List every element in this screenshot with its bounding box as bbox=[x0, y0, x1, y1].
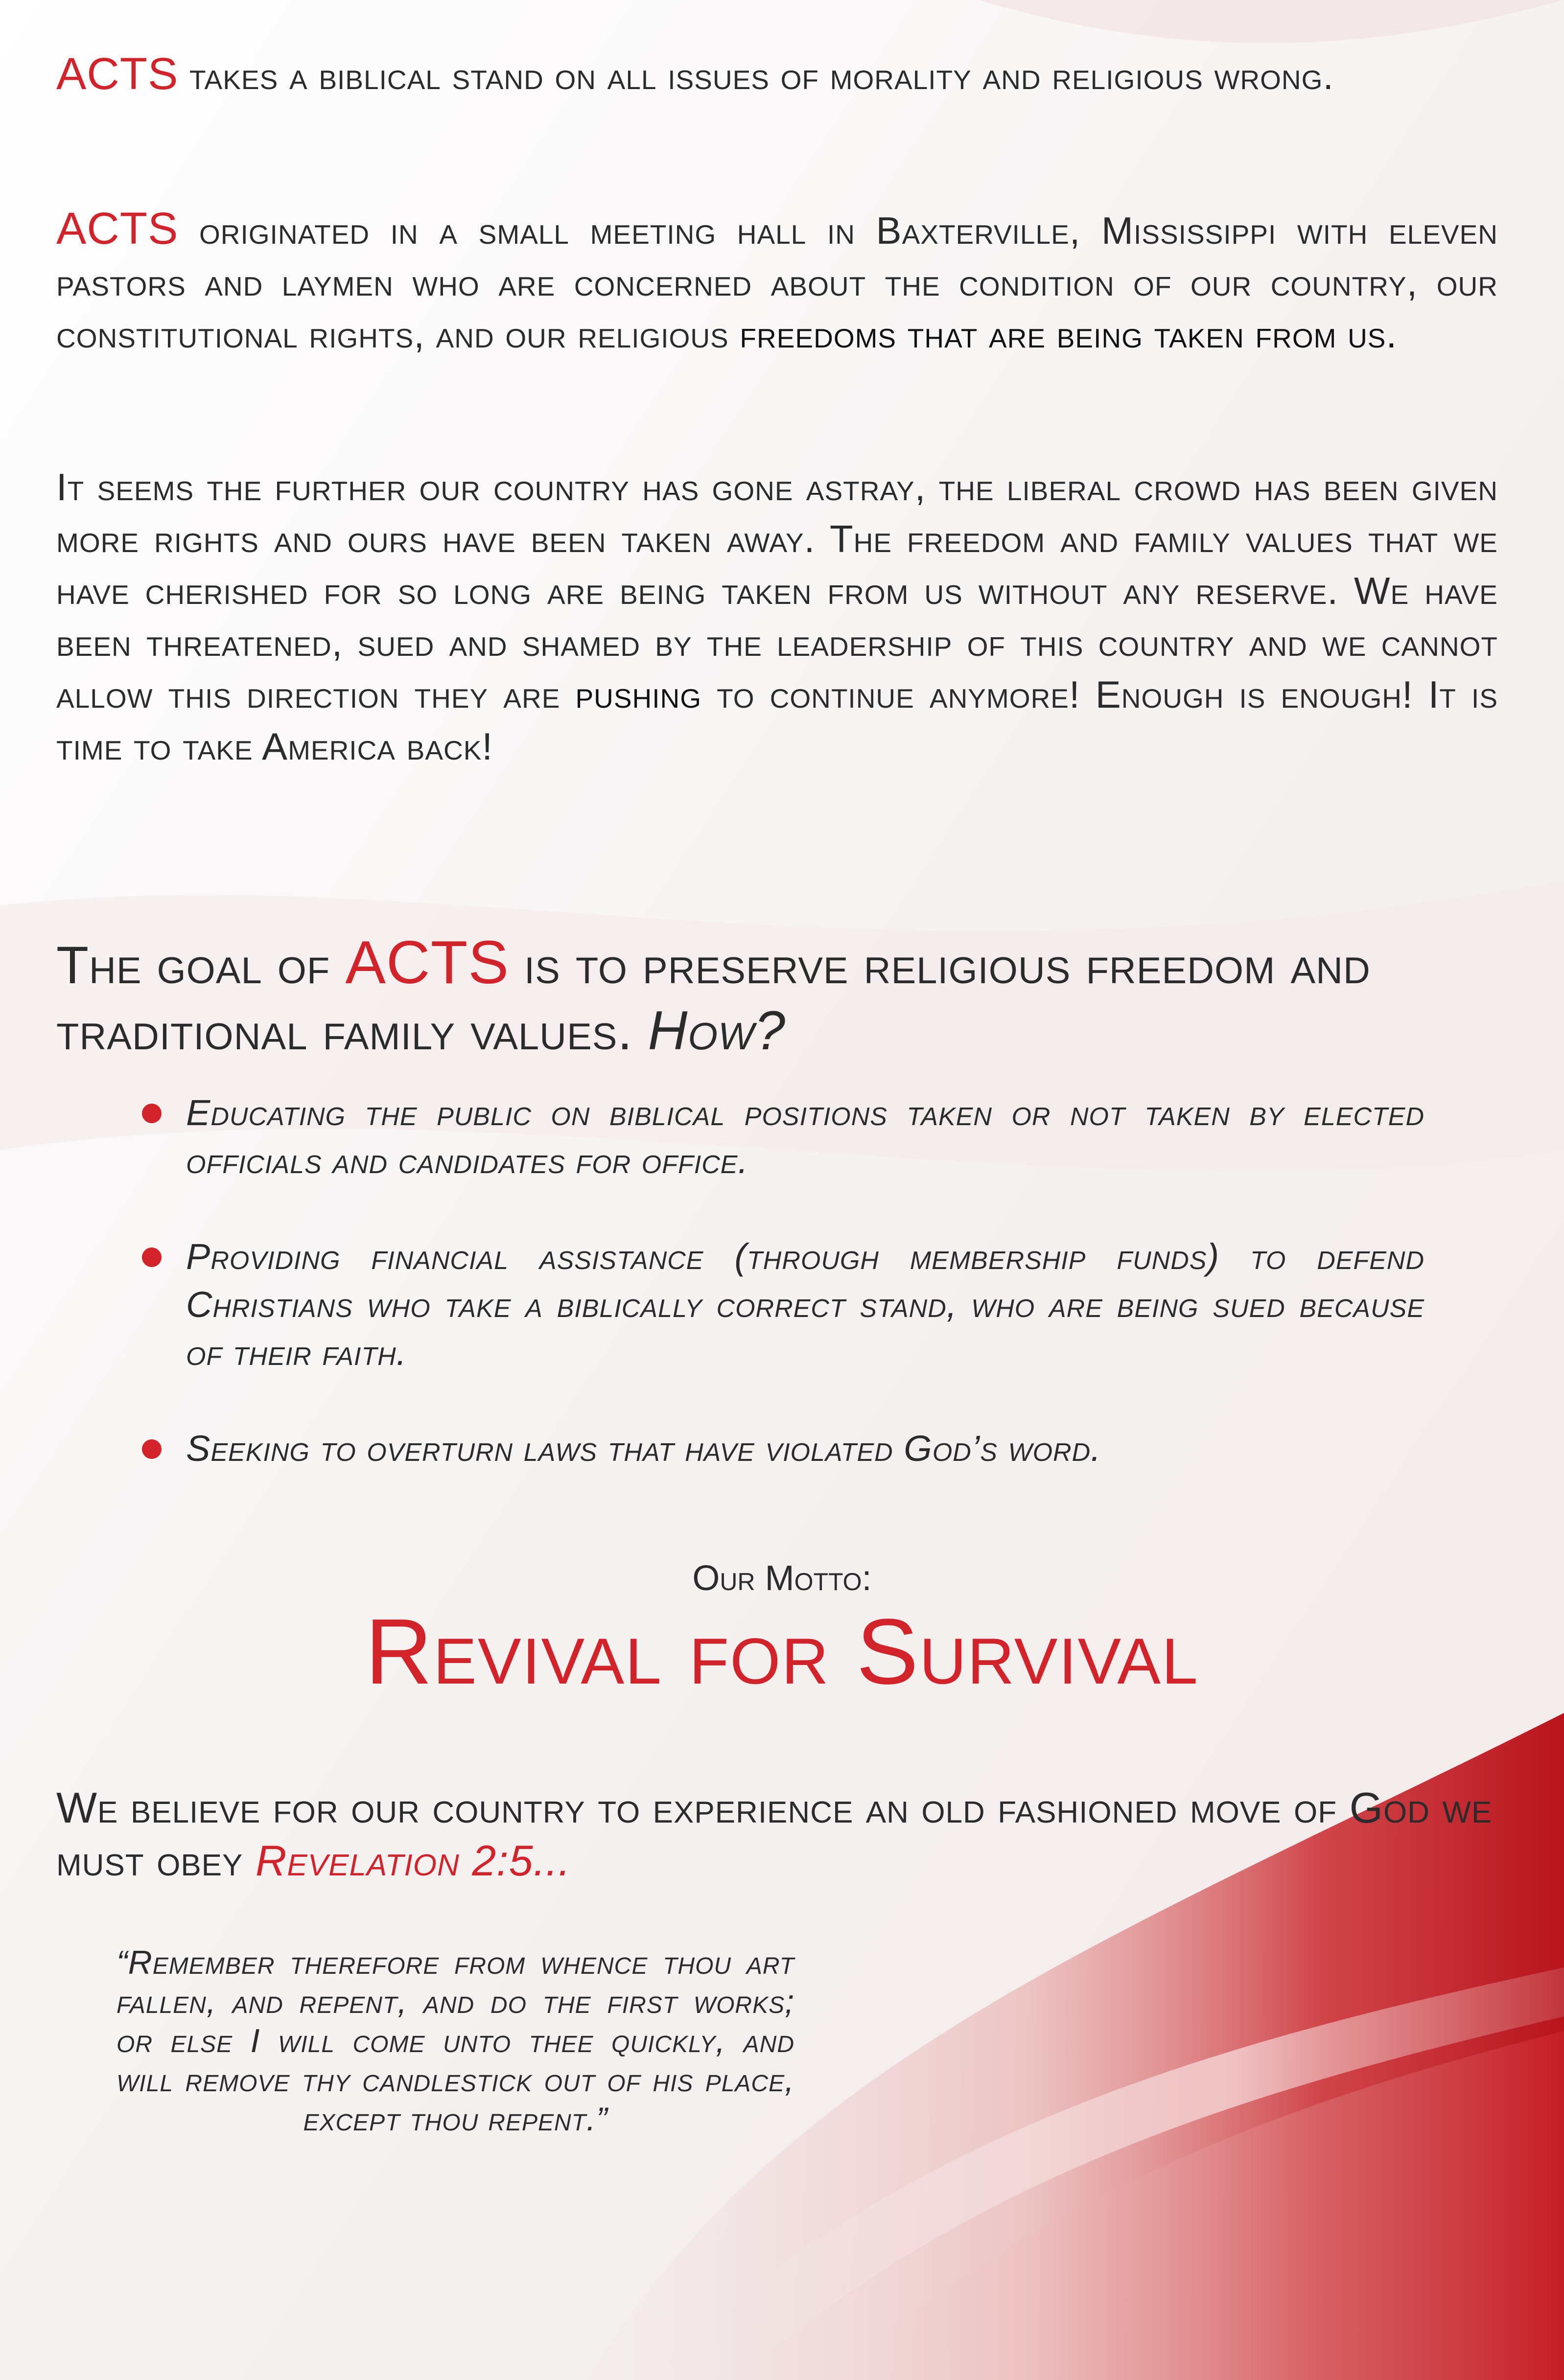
list-item bbox=[142, 1425, 1424, 1473]
intro-paragraph bbox=[56, 48, 1498, 102]
goal-how: How? bbox=[648, 1000, 786, 1061]
scripture-quote: “Remember therefore from whence thou art fallen, and repent, and do the first works; or else I will come unto thee quickly, and will remove thy candlestick out of his place, except thou repent.” bbox=[117, 1944, 794, 2138]
acts-name: ACTS bbox=[56, 49, 179, 99]
list-item-text: Seeking to overturn laws that have violated God’s word. bbox=[186, 1428, 1101, 1469]
bullet-dot-icon bbox=[142, 1439, 162, 1459]
motto-label: Our Motto: bbox=[692, 1559, 872, 1598]
concern-text-end: to continue anymore! Enough is enough! It is time to take America back! bbox=[56, 673, 1498, 768]
concern-text: It seems the further our country has gone astray, the liberal crowd has been given more rights and ours have been taken away. The freedom and family values that we have cherished for so long are being taken from us without any reserve. We have been threatened, sued and shamed by the leadership of this country and we cannot allow this direction they are bbox=[56, 465, 1498, 716]
goal-pre: The goal of bbox=[56, 935, 330, 994]
acts-name: ACTS bbox=[345, 929, 510, 996]
origin-text: originated in a small meeting hall in Baxterville, Mississippi with eleven pastors and laymen who are concerned about the condition of our country, our constitutional rights, and our religious bbox=[56, 209, 1498, 356]
belief-text: We believe for our country to experience an old fashioned move of God we must obey bbox=[56, 1783, 1493, 1885]
goal-heading bbox=[56, 930, 1498, 1064]
intro-text: takes a biblical stand on all issues of morality and religious wrong. bbox=[189, 54, 1334, 97]
goal-post: is to preserve religious freedom and traditional family values. bbox=[56, 935, 1371, 1061]
scripture-reference: Revelation 2:5... bbox=[255, 1836, 571, 1885]
bullet-dot-icon bbox=[142, 1248, 162, 1267]
list-item bbox=[142, 1233, 1424, 1377]
concern-emphasis: pushing bbox=[575, 673, 702, 716]
bullet-dot-icon bbox=[142, 1104, 162, 1123]
motto-title: Revival for Survival bbox=[365, 1600, 1199, 1704]
origin-text-end: freedoms that are being taken from us. bbox=[740, 313, 1398, 356]
goal-list bbox=[142, 1089, 1424, 1521]
list-item bbox=[142, 1089, 1424, 1185]
acts-name: ACTS bbox=[56, 204, 179, 254]
concern-paragraph bbox=[56, 461, 1498, 772]
origin-paragraph bbox=[56, 203, 1498, 360]
belief-statement bbox=[56, 1781, 1505, 1887]
list-item-text: Educating the public on biblical positions taken or not taken by elected officials and candidates for office. bbox=[186, 1092, 1424, 1181]
list-item-text: Providing financial assistance (through membership funds) to defend Christians who take a biblically correct stand, who are being sued because of their faith. bbox=[186, 1236, 1424, 1373]
